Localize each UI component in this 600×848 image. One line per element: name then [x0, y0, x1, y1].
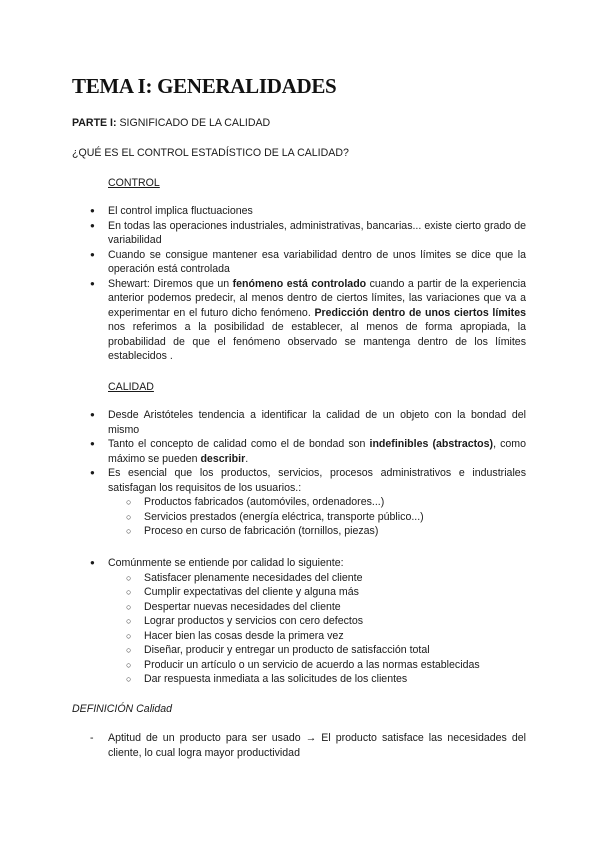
- calidad-item: ● Desde Aristóteles tendencia a identificar la calidad de un objeto con la bondad del mismo: [108, 408, 526, 437]
- section-question: ¿QUÉ ES EL CONTROL ESTADÍSTICO DE LA CALIDAD?: [72, 147, 349, 159]
- part-heading: [72, 116, 270, 131]
- shewart-text-a: Shewart: Diremos que un: [108, 277, 233, 290]
- comun-list: [108, 556, 526, 687]
- comun-subitem: ○ Hacer bien las cosas desde la primera vez: [144, 629, 526, 644]
- shewart-text-c: cuando a partir de la experiencia anterior podemos predecir, al menos dentro de ciertos límites, las variaciones que va a experimentar en el futuro dicho fenómeno.: [108, 277, 527, 319]
- part-text: SIGNIFICADO DE LA CALIDAD: [116, 117, 271, 129]
- comun-subitem: ○ Satisfacer plenamente necesidades del cliente: [144, 571, 526, 586]
- definicion-heading: DEFINICIÓN Calidad: [72, 703, 173, 715]
- calidad-list: [108, 408, 526, 539]
- calidad-item2-c: , como máximo se pueden: [108, 438, 526, 465]
- calidad-subitem: ○ Proceso en curso de fabricación (tornillos, piezas): [144, 524, 526, 539]
- part-label: PARTE I:: [72, 117, 117, 129]
- comun-subitem: ○ Dar respuesta inmediata a las solicitudes de los clientes: [144, 672, 526, 687]
- comun-subitem: ○ Despertar nuevas necesidades del cliente: [144, 600, 526, 615]
- comun-item: [108, 556, 526, 687]
- control-heading: CONTROL: [108, 177, 160, 189]
- control-item: ● En todas las operaciones industriales, administrativas, bancarias... existe cierto grado de variabilidad: [108, 219, 526, 248]
- comun-sublist: [144, 571, 526, 687]
- calidad-sublist: [144, 495, 526, 539]
- calidad-item2-b: indefinibles (abstractos): [369, 438, 494, 450]
- comun-subitem: ○ Diseñar, producir y entregar un producto de satisfacción total: [144, 643, 526, 658]
- control-item-shewart: [108, 277, 526, 364]
- control-item: ● El control implica fluctuaciones: [108, 204, 526, 219]
- comun-lead: Comúnmente se entiende por calidad lo siguiente:: [108, 557, 344, 569]
- calidad-heading: CALIDAD: [108, 381, 154, 393]
- comun-subitem: ○ Producir un artículo o un servicio de acuerdo a las normas establecidas: [144, 658, 526, 673]
- control-item: ● Cuando se consigue mantener esa variabilidad dentro de unos límites se dice que la operación está controlada: [108, 248, 526, 277]
- calidad-item: [108, 437, 526, 466]
- definicion-item: - Aptitud de un producto para ser usado → El producto satisface las necesidades del cliente, lo cual logra mayor productividad: [108, 731, 526, 760]
- calidad-item2-e: .: [245, 452, 249, 465]
- comun-subitem: ○ Cumplir expectativas del cliente y alguna más: [144, 585, 526, 600]
- calidad-item2-a: Tanto el concepto de calidad como el de bondad son: [108, 438, 370, 450]
- calidad-item3-text: Es esencial que los productos, servicios, procesos administrativos e industriales satisfagan los requisitos de los usuarios.:: [108, 467, 526, 494]
- calidad-subitem: ○ Servicios prestados (energía eléctrica, transporte público...): [144, 510, 526, 525]
- calidad-item: [108, 466, 526, 539]
- page-title: TEMA I: GENERALIDADES: [72, 74, 337, 98]
- calidad-subitem: ○ Productos fabricados (automóviles, ordenadores...): [144, 495, 526, 510]
- control-list: [108, 204, 526, 364]
- shewart-bold-b: fenómeno está controlado: [232, 277, 367, 290]
- definicion-list: [108, 731, 526, 760]
- shewart-text-e: nos referimos a la posibilidad de establecer, al menos de forma apropiada, la probabilidad de que el fenómeno observado se mantenga dentro de los límites establecidos .: [108, 321, 526, 362]
- shewart-bold-d: Predicción dentro de unos ciertos límites: [314, 306, 526, 319]
- calidad-item2-d: describir: [200, 452, 246, 465]
- comun-subitem: ○ Lograr productos y servicios con cero defectos: [144, 614, 526, 629]
